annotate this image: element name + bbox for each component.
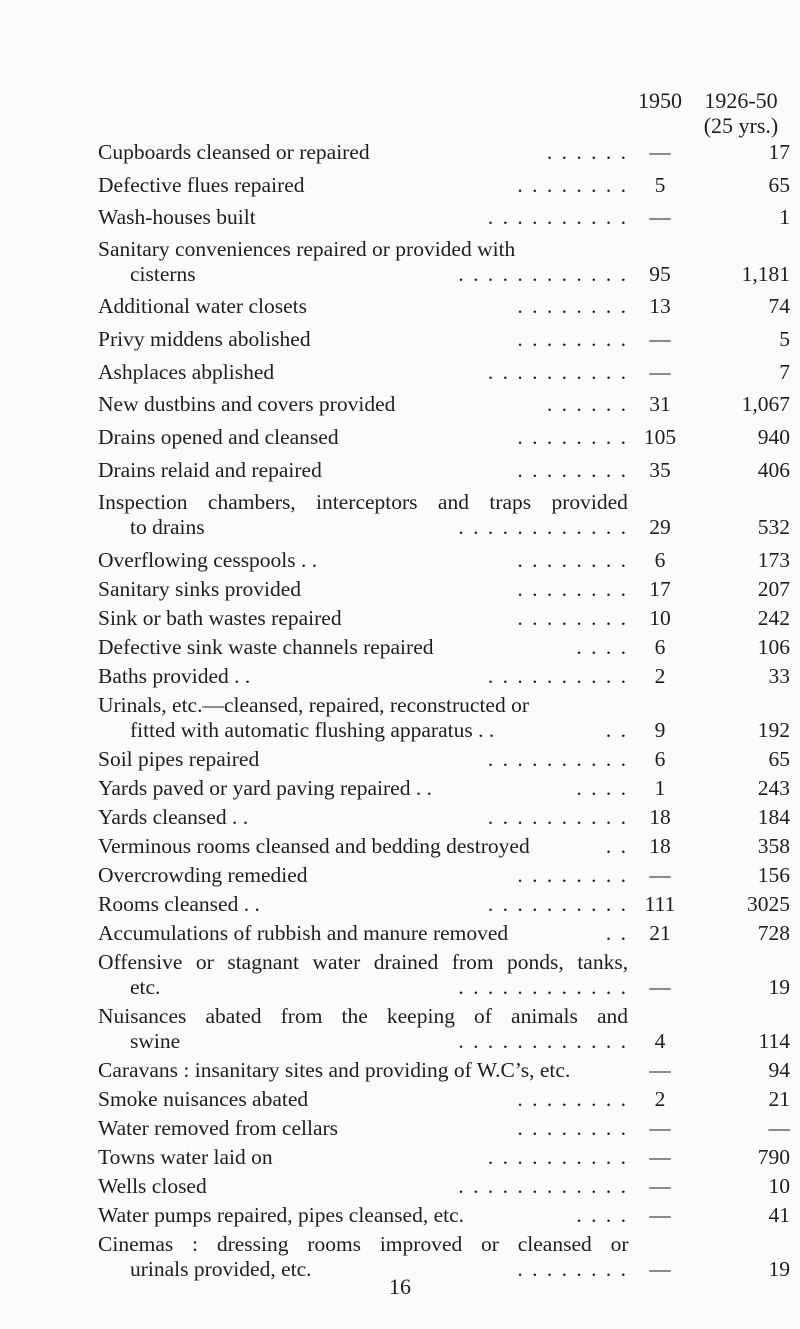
row-label — [98, 747, 628, 772]
value-1926-50: 173 — [757, 548, 790, 572]
table-row — [98, 1058, 790, 1083]
row-label-text: Cupboards cleansed or repaired — [98, 140, 370, 164]
row-label-text: Sanitary sinks provided — [98, 577, 302, 601]
table-row — [98, 834, 790, 859]
value-1926-50: 19 — [768, 975, 790, 999]
table-row — [98, 747, 790, 772]
leader-dots: . . . . . . . . . . . . — [458, 1029, 628, 1053]
value-1926-50: 532 — [757, 515, 790, 539]
row-label — [98, 606, 628, 631]
row-label — [98, 140, 628, 165]
leader-dots: . . . . . . . . . . . . — [458, 262, 628, 286]
table-row — [98, 237, 790, 287]
row-label — [98, 1004, 628, 1054]
row-label — [98, 548, 628, 573]
row-label — [98, 834, 628, 859]
row-label — [98, 1116, 628, 1141]
table-row — [98, 1116, 790, 1141]
row-label-text: swine — [130, 1029, 181, 1053]
leader-dots: . . . . . . . . . . . . — [458, 515, 628, 539]
row-label — [98, 458, 628, 483]
column-header-1926-50: 1926-50 (25 yrs.) — [690, 88, 792, 138]
value-1926-50: 65 — [768, 173, 790, 197]
row-label-text: Defective sink waste channels repaired — [98, 635, 434, 659]
leader-dots: . . . . . . . . — [517, 863, 628, 887]
table-row — [98, 693, 790, 743]
row-label-text: Soil pipes repaired — [98, 747, 260, 771]
column-header-1950: 1950 — [638, 88, 682, 113]
row-label — [98, 635, 628, 660]
value-1950: 2 — [654, 664, 666, 688]
row-label — [98, 392, 628, 417]
table-row — [98, 805, 790, 830]
row-label — [98, 664, 628, 689]
value-1950: — — [649, 1145, 671, 1169]
leader-dots: . . . . . . . . — [517, 548, 628, 572]
value-1950: 10 — [649, 606, 671, 630]
value-1950: — — [649, 1174, 671, 1198]
table-row — [98, 392, 790, 417]
value-1926-50: 33 — [768, 664, 790, 688]
value-1926-50: 358 — [757, 834, 790, 858]
leader-dots: . . . . . . . . — [517, 458, 628, 482]
row-label — [98, 205, 628, 230]
row-label — [98, 921, 628, 946]
value-1950: 2 — [654, 1087, 666, 1111]
value-1950: 6 — [654, 635, 666, 659]
row-label — [98, 805, 628, 830]
row-label-text: fitted with automatic flushing apparatus . . — [130, 718, 495, 742]
row-label-text: etc. — [130, 975, 161, 999]
row-label-text: Caravans : insanitary sites and providing of W.C’s, etc. — [98, 1058, 571, 1082]
value-1926-50: 1 — [779, 205, 790, 229]
value-1950: 5 — [654, 173, 666, 197]
table-row — [98, 140, 790, 165]
leader-dots: . . . . . . — [546, 392, 628, 416]
leader-dots: . . . . . . . . — [517, 327, 628, 351]
leader-dots: . . . . . . . . . . . . — [458, 975, 628, 999]
value-1926-50: 728 — [757, 921, 790, 945]
value-1926-50: 940 — [757, 425, 790, 449]
row-label-text: Nuisances abated from the keeping of animals and — [98, 1004, 629, 1028]
table-row — [98, 863, 790, 888]
sanitary-works-table — [98, 140, 790, 1282]
leader-dots: . . . . . . . . . . — [487, 805, 628, 829]
row-label — [98, 294, 628, 319]
value-1950: 9 — [654, 718, 666, 742]
row-label-text: Overcrowding remedied — [98, 863, 308, 887]
value-1926-50: 114 — [758, 1029, 790, 1053]
row-label-text: Water pumps repaired, pipes cleansed, etc. — [98, 1203, 465, 1227]
row-label-text: Urinals, etc.—cleansed, repaired, reconstructed or — [98, 693, 529, 717]
row-label-text: Privy middens abolished — [98, 327, 311, 351]
value-1950: 111 — [644, 892, 676, 916]
value-1926-50: 156 — [757, 863, 790, 887]
row-label-text: Accumulations of rubbish and manure removed — [98, 921, 509, 945]
leader-dots: . . . . . . . . . . . . — [458, 1174, 628, 1198]
value-1926-50: 184 — [757, 805, 790, 829]
table-row — [98, 425, 790, 450]
value-1950: — — [649, 360, 671, 384]
table-row — [98, 548, 790, 573]
table-row — [98, 635, 790, 660]
value-1950: 6 — [654, 747, 666, 771]
value-1950: 4 — [654, 1029, 666, 1053]
row-label — [98, 863, 628, 888]
value-1926-50: 790 — [757, 1145, 790, 1169]
table-row — [98, 294, 790, 319]
value-1950: 29 — [649, 515, 671, 539]
leader-dots: . . . . . . . . . . — [487, 205, 628, 229]
row-label-text: Water removed from cellars — [98, 1116, 339, 1140]
row-label — [98, 360, 628, 385]
table-row — [98, 577, 790, 602]
leader-dots: . . . . . . . . — [517, 1087, 628, 1111]
row-label-text: Yards cleansed . . — [98, 805, 249, 829]
table-row — [98, 490, 790, 540]
leader-dots: . . . . . . . . — [517, 606, 628, 630]
row-label — [98, 1203, 628, 1228]
leader-dots: . . . . . . . . — [517, 173, 628, 197]
row-label — [98, 950, 628, 1000]
leader-dots: . . . . — [576, 635, 628, 659]
table-row — [98, 327, 790, 352]
row-label-text: Offensive or stagnant water drained from ponds, tanks, — [98, 950, 629, 974]
row-label-text: Sanitary conveniences repaired or provided with — [98, 237, 516, 261]
value-1950: 105 — [643, 425, 677, 449]
row-label-text: Drains relaid and repaired — [98, 458, 322, 482]
row-label — [98, 1145, 628, 1170]
table-row — [98, 173, 790, 198]
value-1950: 18 — [649, 805, 671, 829]
page-number: 16 — [389, 1274, 411, 1299]
row-label-text: Verminous rooms cleansed and bedding destroyed — [98, 834, 530, 858]
table-row — [98, 921, 790, 946]
value-1950: 31 — [649, 392, 671, 416]
value-1926-50: 65 — [768, 747, 790, 771]
row-label-text: Defective flues repaired — [98, 173, 305, 197]
value-1950: — — [649, 1257, 671, 1281]
table-row — [98, 1087, 790, 1112]
value-1950: — — [649, 1203, 671, 1227]
value-1926-50: 5 — [779, 327, 790, 351]
row-label — [98, 425, 628, 450]
row-label — [98, 237, 628, 287]
leader-dots: . . . . — [576, 776, 628, 800]
row-label-text: Cinemas : dressing rooms improved or cleansed or — [98, 1232, 629, 1256]
value-1950: — — [649, 975, 671, 999]
value-1926-50: 406 — [757, 458, 790, 482]
value-1926-50: 243 — [757, 776, 790, 800]
value-1950: — — [649, 863, 671, 887]
value-1926-50: 106 — [757, 635, 790, 659]
row-label-text: New dustbins and covers provided — [98, 392, 396, 416]
leader-dots: . . . . . . . . . . — [487, 892, 628, 916]
row-label-text: Ashplaces abplished — [98, 360, 275, 384]
value-1950: 18 — [649, 834, 671, 858]
row-label-text: Yards paved or yard paving repaired . . — [98, 776, 432, 800]
value-1926-50: — — [768, 1116, 790, 1140]
table-row — [98, 606, 790, 631]
value-1950: 13 — [649, 294, 671, 318]
row-label-text: cisterns — [130, 262, 196, 286]
table-row — [98, 360, 790, 385]
leader-dots: . . . . . . — [546, 140, 628, 164]
table-row — [98, 1145, 790, 1170]
column-header-subtitle: (25 yrs.) — [703, 113, 779, 138]
value-1926-50: 10 — [768, 1174, 790, 1198]
leader-dots: . . . . . . . . . . — [487, 664, 628, 688]
value-1926-50: 207 — [757, 577, 790, 601]
leader-dots: . . . . — [576, 1203, 628, 1227]
value-1950: 6 — [654, 548, 666, 572]
leader-dots: . . — [605, 834, 628, 858]
row-label — [98, 490, 628, 540]
value-1926-50: 17 — [768, 140, 790, 164]
row-label — [98, 892, 628, 917]
table-row — [98, 1174, 790, 1199]
value-1926-50: 19 — [768, 1257, 790, 1281]
row-label — [98, 1058, 628, 1083]
value-1950: — — [649, 1058, 671, 1082]
value-1926-50: 21 — [768, 1087, 790, 1111]
leader-dots: . . . . . . . . — [517, 577, 628, 601]
row-label-text: Baths provided . . — [98, 664, 251, 688]
leader-dots: . . . . . . . . — [517, 425, 628, 449]
row-label-text: Wash-houses built — [98, 205, 256, 229]
value-1926-50: 3025 — [747, 892, 790, 916]
leader-dots: . . . . . . . . — [517, 294, 628, 318]
value-1926-50: 7 — [779, 360, 790, 384]
value-1926-50: 242 — [757, 606, 790, 630]
row-label-text: Rooms cleansed . . — [98, 892, 260, 916]
row-label — [98, 1174, 628, 1199]
value-1950: 21 — [649, 921, 671, 945]
row-label — [98, 776, 628, 801]
value-1950: — — [649, 327, 671, 351]
value-1926-50: 94 — [768, 1058, 790, 1082]
row-label-text: urinals provided, etc. — [130, 1257, 312, 1281]
value-1950: 95 — [649, 262, 671, 286]
row-label-text: Overflowing cesspools . . — [98, 548, 318, 572]
row-label-text: to drains — [130, 515, 205, 539]
table-row — [98, 892, 790, 917]
row-label — [98, 577, 628, 602]
leader-dots: . . . . . . . . . . — [487, 747, 628, 771]
row-label-text: Towns water laid on — [98, 1145, 273, 1169]
value-1950: — — [649, 1116, 671, 1140]
value-1926-50: 41 — [768, 1203, 790, 1227]
row-label-text: Sink or bath wastes repaired — [98, 606, 342, 630]
leader-dots: . . . . . . . . — [517, 1116, 628, 1140]
value-1950: 17 — [649, 577, 671, 601]
value-1926-50: 1,067 — [741, 392, 790, 416]
table-row — [98, 950, 790, 1000]
leader-dots: . . . . . . . . — [517, 1257, 628, 1281]
row-label-text: Inspection chambers, interceptors and traps provided — [98, 490, 628, 514]
row-label-text: Smoke nuisances abated — [98, 1087, 309, 1111]
value-1950: — — [649, 205, 671, 229]
value-1950: 1 — [654, 776, 666, 800]
table-row — [98, 205, 790, 230]
row-label-text: Additional water closets — [98, 294, 307, 318]
value-1926-50: 1,181 — [741, 262, 790, 286]
leader-dots: . . — [605, 718, 628, 742]
table-row — [98, 1203, 790, 1228]
value-1926-50: 74 — [768, 294, 790, 318]
row-label-text: Wells closed — [98, 1174, 207, 1198]
table-row — [98, 664, 790, 689]
row-label — [98, 173, 628, 198]
leader-dots: . . . . . . . . . . — [487, 1145, 628, 1169]
table-row — [98, 1004, 790, 1054]
row-label — [98, 693, 628, 743]
leader-dots: . . . . . . . . . . — [487, 360, 628, 384]
row-label — [98, 327, 628, 352]
value-1950: — — [649, 140, 671, 164]
row-label — [98, 1087, 628, 1112]
table-row — [98, 776, 790, 801]
leader-dots: . . — [605, 921, 628, 945]
row-label-text: Drains opened and cleansed — [98, 425, 339, 449]
value-1926-50: 192 — [757, 718, 790, 742]
value-1950: 35 — [649, 458, 671, 482]
table-row — [98, 458, 790, 483]
